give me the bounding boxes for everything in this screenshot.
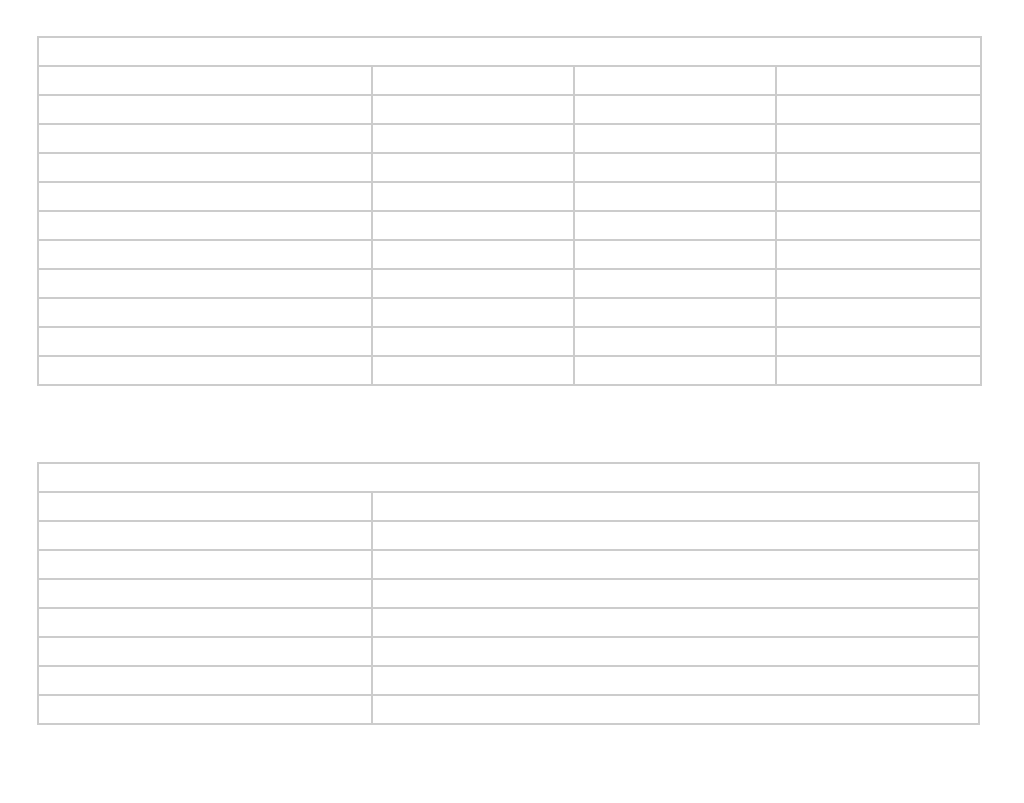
table-body (38, 463, 979, 724)
empty-table-four-column (37, 36, 982, 386)
table-cell (372, 66, 574, 95)
table-cell (776, 356, 981, 385)
table-cell (574, 240, 776, 269)
table-cell (372, 695, 979, 724)
table-cell (776, 240, 981, 269)
table-cell (776, 66, 981, 95)
table-cell (38, 608, 372, 637)
table-cell (372, 211, 574, 240)
table-cell (38, 666, 372, 695)
table-row (38, 153, 981, 182)
table-cell (38, 356, 372, 385)
table-cell (574, 182, 776, 211)
table-cell (574, 269, 776, 298)
table-cell (38, 695, 372, 724)
table-cell (372, 182, 574, 211)
table-cell (372, 124, 574, 153)
table-cell (372, 269, 574, 298)
table-cell (574, 124, 776, 153)
table-row (38, 95, 981, 124)
table-row (38, 211, 981, 240)
table-cell (574, 153, 776, 182)
table-row (38, 66, 981, 95)
table-cell (776, 269, 981, 298)
table-title-row (38, 37, 981, 66)
table-row (38, 327, 981, 356)
table-cell (776, 298, 981, 327)
table-cell (776, 182, 981, 211)
table-cell (372, 608, 979, 637)
table-cell (372, 298, 574, 327)
table-cell (574, 95, 776, 124)
table-cell (38, 269, 372, 298)
table-cell (38, 550, 372, 579)
table-title-cell (38, 37, 981, 66)
table-row (38, 550, 979, 579)
table-row (38, 298, 981, 327)
table-cell (372, 95, 574, 124)
table-cell (776, 211, 981, 240)
table-cell (38, 298, 372, 327)
table-cell (372, 521, 979, 550)
table-row (38, 608, 979, 637)
table-cell (574, 327, 776, 356)
table-cell (38, 579, 372, 608)
table-cell (38, 124, 372, 153)
table-row (38, 579, 979, 608)
table-cell (372, 550, 979, 579)
table-cell (372, 327, 574, 356)
table-cell (574, 66, 776, 95)
table-row (38, 124, 981, 153)
table-row (38, 666, 979, 695)
table-cell (372, 637, 979, 666)
table-cell (574, 356, 776, 385)
table-cell (38, 153, 372, 182)
table-cell (38, 95, 372, 124)
table-row (38, 356, 981, 385)
table-cell (38, 182, 372, 211)
table-row (38, 521, 979, 550)
table-cell (372, 356, 574, 385)
table-cell (38, 240, 372, 269)
table-cell (38, 521, 372, 550)
table-cell (776, 153, 981, 182)
table-cell (38, 492, 372, 521)
table-cell (372, 666, 979, 695)
table-cell (776, 95, 981, 124)
table-cell (372, 153, 574, 182)
table-cell (38, 66, 372, 95)
table-row (38, 637, 979, 666)
table-cell (574, 298, 776, 327)
table-cell (38, 637, 372, 666)
table-cell (776, 327, 981, 356)
empty-table-two-column (37, 462, 980, 725)
table-row (38, 182, 981, 211)
table-cell (372, 240, 574, 269)
table-row (38, 240, 981, 269)
table-row (38, 492, 979, 521)
table-row (38, 695, 979, 724)
table-cell (38, 327, 372, 356)
table-cell (574, 211, 776, 240)
table-row (38, 269, 981, 298)
table-body (38, 37, 981, 385)
table-cell (372, 492, 979, 521)
table-cell (372, 579, 979, 608)
table-cell (38, 211, 372, 240)
table-cell (776, 124, 981, 153)
table-title-cell (38, 463, 979, 492)
table-title-row (38, 463, 979, 492)
